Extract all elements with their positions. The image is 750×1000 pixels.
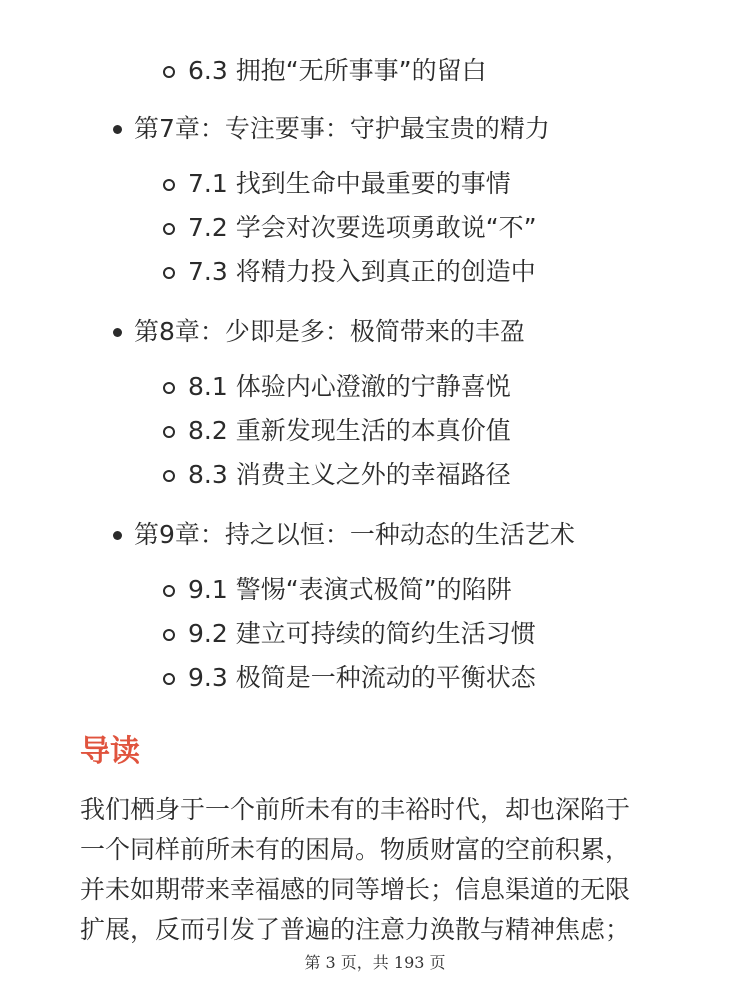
toc-sub-item: 9.2 建立可持续的简约生活习惯 xyxy=(188,619,536,648)
toc-sub-item: 8.2 重新发现生活的本真价值 xyxy=(188,416,511,445)
sub-item-bullet xyxy=(163,382,175,394)
toc-sub-item: 9.1 警惕“表演式极简”的陷阱 xyxy=(188,575,512,604)
body-paragraph xyxy=(80,790,680,950)
paragraph-line: 我们栖身于一个前所未有的丰裕时代，却也深陷于 xyxy=(80,795,631,824)
sub-item-bullet xyxy=(163,673,175,685)
sub-item-bullet xyxy=(163,470,175,482)
toc-sub-item: 7.1 找到生命中最重要的事情 xyxy=(188,169,511,198)
paragraph-line: 并未如期带来幸福感的同等增长；信息渠道的无限 xyxy=(80,875,631,904)
sub-item-bullet xyxy=(163,267,175,279)
toc-sub-item: 9.3 极简是一种流动的平衡状态 xyxy=(188,663,536,692)
sub-item-bullet xyxy=(163,585,175,597)
toc-chapter-item: 第9章：持之以恒：一种动态的生活艺术 xyxy=(134,520,575,549)
toc-chapter-item: 第7章：专注要事：守护最宝贵的精力 xyxy=(134,114,550,143)
sub-item-bullet xyxy=(163,426,175,438)
section-heading: 导读 xyxy=(80,734,140,769)
sub-item-bullet xyxy=(163,179,175,191)
sub-item-bullet xyxy=(163,629,175,641)
toc-sub-item: 7.3 将精力投入到真正的创造中 xyxy=(188,257,536,286)
toc-sub-item: 6.3 拥抱“无所事事”的留白 xyxy=(188,56,487,85)
toc-chapter-item: 第8章：少即是多：极简带来的丰盈 xyxy=(134,317,525,346)
chapter-bullet xyxy=(113,125,122,134)
toc-sub-item: 8.1 体验内心澄澈的宁静喜悦 xyxy=(188,372,511,401)
chapter-bullet xyxy=(113,531,122,540)
paragraph-line: 扩展，反而引发了普遍的注意力涣散与精神焦虑； xyxy=(80,915,631,944)
page-number-footer: 第 3 页，共 193 页 xyxy=(304,953,446,972)
chapter-bullet xyxy=(113,328,122,337)
toc-sub-item: 7.2 学会对次要选项勇敢说“不” xyxy=(188,213,537,242)
paragraph-line: 一个同样前所未有的困局。物质财富的空前积累， xyxy=(80,835,631,864)
toc-sub-item: 8.3 消费主义之外的幸福路径 xyxy=(188,460,511,489)
sub-item-bullet xyxy=(163,223,175,235)
sub-item-bullet xyxy=(163,66,175,78)
